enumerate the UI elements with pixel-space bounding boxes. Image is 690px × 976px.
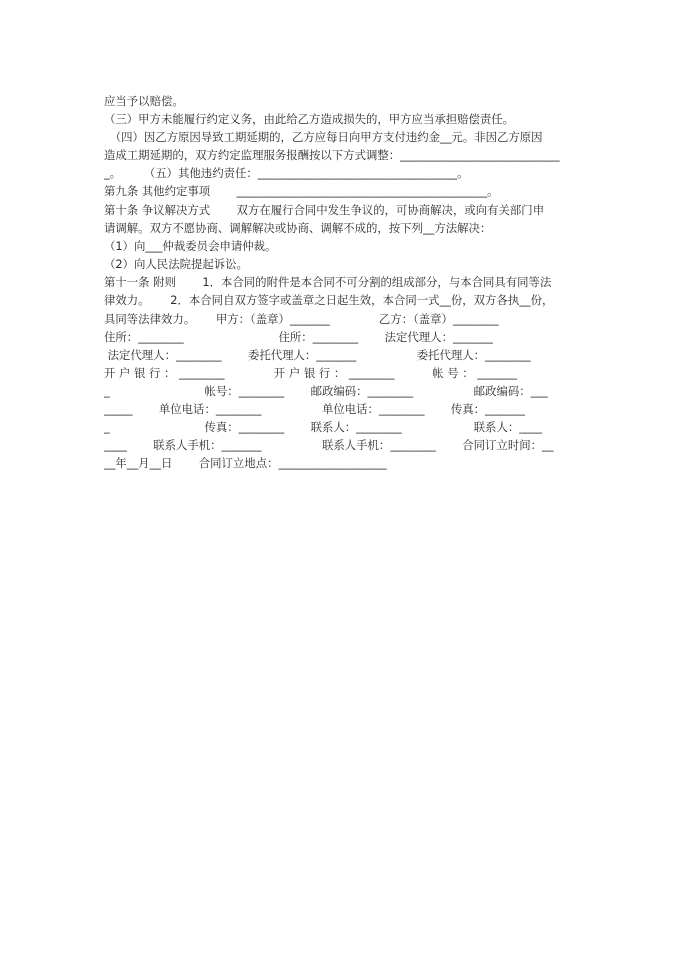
- text-line: 应当予以赔偿。: [104, 94, 184, 108]
- text-line: _。 （五）其他违约责任：___________________________________。: [104, 166, 469, 180]
- text-line: （1）向___仲裁委员会申请仲裁。: [104, 239, 277, 253]
- signature-line: 法定代理人：________ 委托代理人：_______ 委托代理人：________: [104, 348, 531, 362]
- text-line: 请调解。双方不愿协商、调解解决或协商、调解不成的，按下列__方法解决：: [104, 221, 492, 235]
- signature-line: 开 户 银 行 ： ________ 开 户 银 行 ： ________ 帐 号 ： _______: [104, 366, 518, 380]
- text-line: 造成工期延期的，双方约定监理服务报酬按以下方式调整：____________________________: [104, 148, 560, 162]
- signature-line: _____ 单位电话：________ 单位电话：________ 传真：_______: [104, 402, 525, 416]
- signature-line: 住所：________ 住所：________ 法定代理人：_______: [104, 330, 493, 344]
- signature-line: ____ 联系人手机：_______ 联系人手机：________ 合同订立时间：__: [104, 438, 554, 452]
- text-line: （2）向人民法院提起诉讼。: [104, 257, 248, 271]
- text-line: 律效力。 2．本合同自双方签字或盖章之日起生效，本合同一式__份，双方各执__份，: [104, 293, 554, 307]
- article-9-heading: 第九条 其他约定事项 ____________________________________________。: [104, 184, 499, 198]
- signature-line: _ 帐号：________ 邮政编码：________ 邮政编码：___: [104, 384, 548, 398]
- signature-line: 具同等法律效力。 甲方：（盖章）_______ 乙方：（盖章）________: [104, 312, 499, 326]
- article-10-heading: 第十条 争议解决方式 双方在履行合同中发生争议的，可协商解决，或向有关部门申: [104, 203, 545, 217]
- article-11-heading: 第十一条 附则 1．本合同的附件是本合同不可分割的组成部分，与本合同具有同等法: [104, 275, 552, 289]
- text-line: （四）因乙方原因导致工期延期的，乙方应每日向甲方支付违约金__元。非因乙方原因: [104, 130, 543, 144]
- signature-line: __年__月__日 合同订立地点：___________________: [104, 456, 387, 470]
- text-line: （三）甲方未能履行约定义务，由此给乙方造成损失的，甲方应当承担赔偿责任。: [104, 112, 515, 126]
- signature-line: _ 传真：________ 联系人：________ 联系人：____: [104, 420, 543, 434]
